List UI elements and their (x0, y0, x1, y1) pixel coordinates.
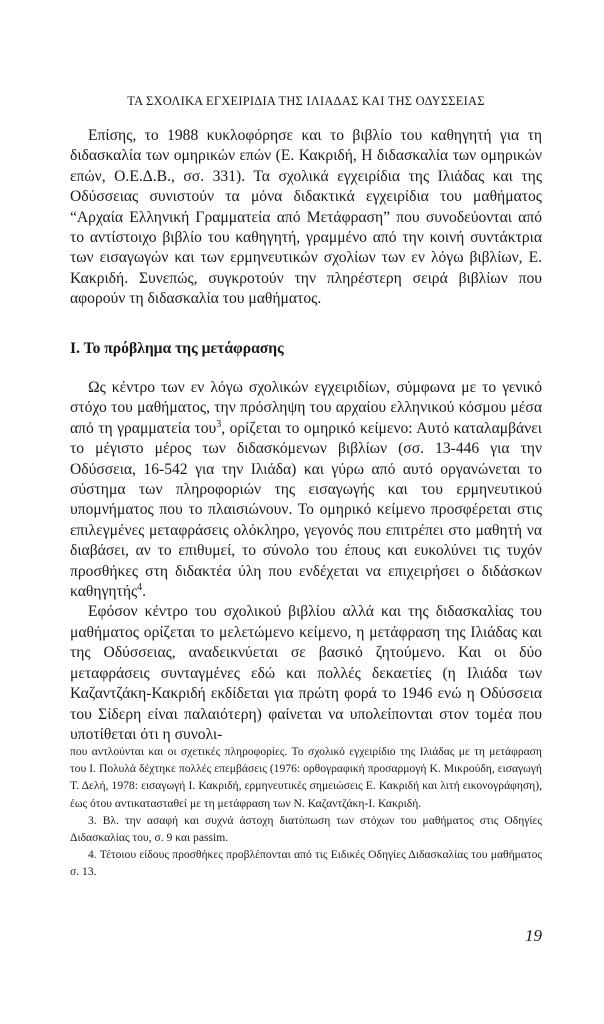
paragraph-1-text-b: , ορίζεται το ομηρικό κείμενο: Αυτό καταλαμβάνει το μέγιστο μέρος των διδασκόμενων βιβλίων (σσ. 13-446 για την Οδύσσεια, 16-542 για την Ιλιάδα) και γύρω από αυτό οργανώνεται το σύστημα των πληροφοριών της εισαγωγής και του ερμηνευτικού υπομνήματος που το πλαισιώνουν. Το ομηρικό κείμενο προσφέρεται στις επιλεγμένες μεταφράσεις ολόκληρο, γεγονός που επιτρέπει στο μαθητή να διαβάσει, αν το επιθυμεί, το σύνολο του έπους και ευκολύνει τις τυχόν προσθήκες στη διδακτέα ύλη που ενδέχεται να επιχειρήσει ο διδάσκων καθηγητής (70, 419, 542, 601)
footnote-3: 3. Βλ. την ασαφή και συχνά άστοχη διατύπωση των στόχων του μαθήματος στις Οδηγίες Διδασκαλίας του, σ. 9 και passim. (70, 813, 542, 845)
section-paragraph-2: Εφόσον κέντρο του σχολικού βιβλίου αλλά και της διδασκαλίας του μαθήματος ορίζεται το μελετώμενο κείμενο, η μετάφραση της Ιλιάδας και της Οδύσσειας, αναδεικνύεται σε βασικό ζητούμενο. Και οι δύο μεταφράσεις συνταγμένες εδώ και πολλές δεκαετίες (η Ιλιάδα των Καζαντζάκη-Κακριδή εκδίδεται για πρώτη φορά το 1946 ενώ η Οδύσσεια του Σίδερη είναι παλαιότερη) φαίνεται να υπολείπονται στον τομέα που υποτίθεται ότι η συνολι- (70, 603, 542, 743)
section-body (70, 378, 542, 745)
paragraph-1-text-a: Ως κέντρο των εν λόγω σχολικών εγχειριδίων, σύμφωνα με το γενικό στόχο του μαθήματος, την πρόσληψη του αρχαίου ελληνικού κόσμου μέσα από τη γραμματεία του (70, 379, 542, 437)
running-head: ΤΑ ΣΧΟΛΙΚΑ ΕΓΧΕΙΡΙΔΙΑ ΤΗΣ ΙΛΙΑΔΑΣ ΚΑΙ ΤΗΣ ΟΔΥΣΣΕΙΑΣ (127, 94, 485, 108)
document-page (70, 0, 542, 1024)
footnote-ref-4: 4 (137, 581, 143, 593)
footnote-ref-3: 3 (216, 418, 222, 430)
footnotes (70, 743, 542, 881)
section-heading: Ι. Το πρόβλημα της μετάφρασης (70, 340, 284, 357)
footnote-continuation: που αντλούνται και οι σχετικές πληροφορίες. Το σχολικό εγχειρίδιο της Ιλιάδας με τη μετάφραση του Ι. Πολυλά δέχτηκε πολλές επεμβάσεις (1976: ορθογραφική προσαρμογή Κ. Μικρούδη, εισαγωγή Τ. Δελή, 1978: εισαγωγή Ι. Κακριδή, ερμηνευτικές σημειώσεις Ε. Κακριδή και λιτή εικονογράφηση), έως ότου αντικατασταθεί με τη μετάφραση των Ν. Καζαντζάκη-Ι. Κακριδή. (70, 745, 542, 810)
footnote-4: 4. Τέτοιου είδους προσθήκες προβλέπονται από τις Ειδικές Οδηγίες Διδασκαλίας του μαθήματος σ. 13. (70, 848, 542, 879)
paragraph-1-text-end: . (142, 583, 147, 601)
intro-text (70, 126, 542, 310)
section-paragraph-1 (70, 378, 542, 602)
intro-paragraph: Επίσης, το 1988 κυκλοφόρησε και το βιβλίο του καθηγητή για τη διδασκαλία των ομηρικών επών (Ε. Κακριδή, Η διδασκαλία των ομηρικών επών, Ο.Ε.Δ.Β., σσ. 331). Τα σχολικά εγχειρίδια της Ιλιάδας και της Οδύσσειας συνιστούν τα μόνα διδακτικά εγχειρίδια του μαθήματος “Αρχαία Ελληνική Γραμματεία από Μετάφραση” που συνοδεύονται από το αντίστοιχο βιβλίο του καθηγητή, γραμμένο από την κοινή συντάκτρια των εισαγωγών και των ερμηνευτικών σχολίων των εν λόγω βιβλίων, Ε. Κακριδή. Συνεπώς, συγκροτούν την πληρέστερη σειρά βιβλίων που αφορούν τη διδασκαλία του μαθήματος. (70, 127, 542, 308)
page-number: 19 (525, 926, 542, 945)
